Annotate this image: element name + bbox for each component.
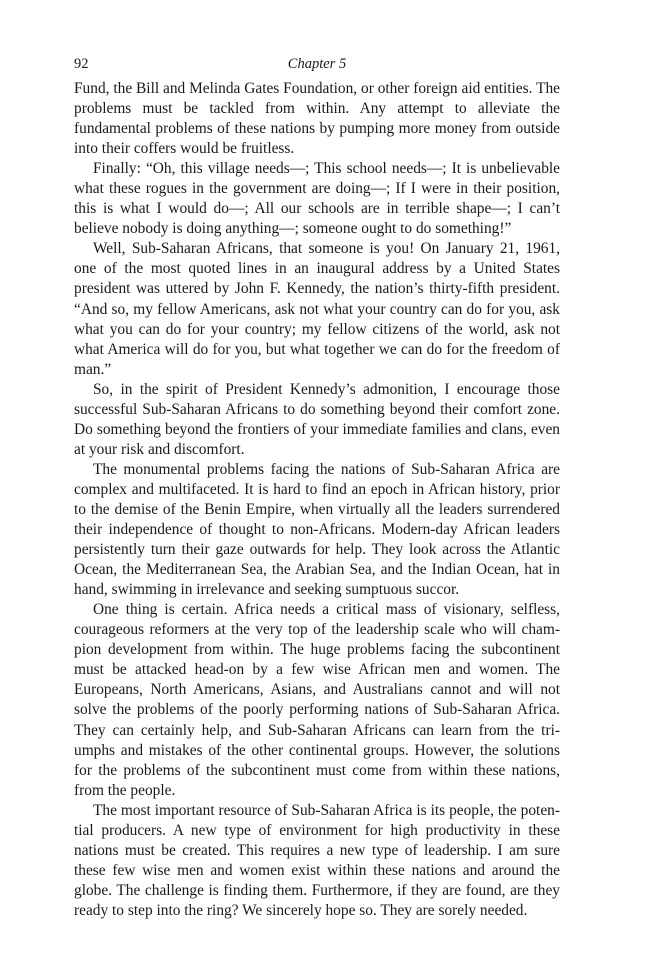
chapter-title: Chapter 5: [287, 56, 347, 72]
page-number: 92: [74, 56, 89, 72]
paragraph-village-needs: Finally: “Oh, this village needs—; This school needs—; It is unbelievable what these rogues in the government are doing—; If I were in their position, this is what I would do—; All our schools are in terrible shape—; I can’t believe nobody is doing anything—; someone ought to do something!”: [74, 160, 560, 238]
paragraph-monumental-problems: The monumental problems facing the nations of Sub-Saharan Africa are complex and multifaceted. It is hard to find an epoch in African history, prior to the demise of the Benin Empire, when virtually all the leaders surrendered their independence of thought to non-Africans. Modern-day African leaders persistently turn their gaze outwards for help. They look across the Atlantic Ocean, the Mediterranean Sea, the Arabian Sea, and the Indian Ocean, hat in hand, swimming in irrelevance and seeking sumptuous succor.: [74, 460, 560, 599]
paragraph-most-important-resource: The most important resource of Sub-Saharan Africa is its people, the potential producers. A new type of environment for high productivity in these nations must be created. This requires a new type of leadership. I am sure these few wise men and women exist within these nations and around the globe. The challenge is finding them. Furthermore, if they are found, are they ready to step into the ring? We sincerely hope so. They are sorely needed.: [74, 801, 560, 919]
paragraph-critical-mass: One thing is certain. Africa needs a critical mass of visionary, selfless, courageous reformers at the very top of the leadership scale who will champion development from within. The huge problems facing the subcontinent must be attacked head-on by a few wise African men and women. The Europeans, North Americans, Asians, and Australians cannot and will not solve the problems of the poorly performing nations of Sub-Saharan Africa. They can certainly help, and Sub-Saharan Africans can learn from the triumphs and mistakes of the other continental groups. However, the solutions for the problems of the subcontinent must come from within these nations, from the people.: [74, 601, 560, 799]
paragraph-admonition: So, in the spirit of President Kennedy’s admonition, I encourage those successful Sub-Saharan Africans to do something beyond their comfort zone. Do something beyond the frontiers of your immediate families and clans, even at your risk and discomfort.: [74, 380, 560, 458]
body-text: [74, 79, 560, 921]
paragraph-continued: Fund, the Bill and Melinda Gates Foundation, or other foreign aid entities. The problems must be tackled from within. Any attempt to alleviate the fundamental problems of these nations by pumping more money from outside into their coffers would be fruitless.: [74, 80, 560, 158]
running-head: [74, 54, 560, 74]
paragraph-kennedy-quote: Well, Sub-Saharan Africans, that someone is you! On January 21, 1961, one of the most quoted lines in an inaugural address by a United States president was uttered by John F. Kennedy, the nation’s thirty-fifth president. “And so, my fellow Americans, ask not what your country can do for you, ask what you can do for your country; my fellow citizens of the world, ask not what America will do for you, but what together we can do for the freedom of man.”: [74, 240, 560, 378]
